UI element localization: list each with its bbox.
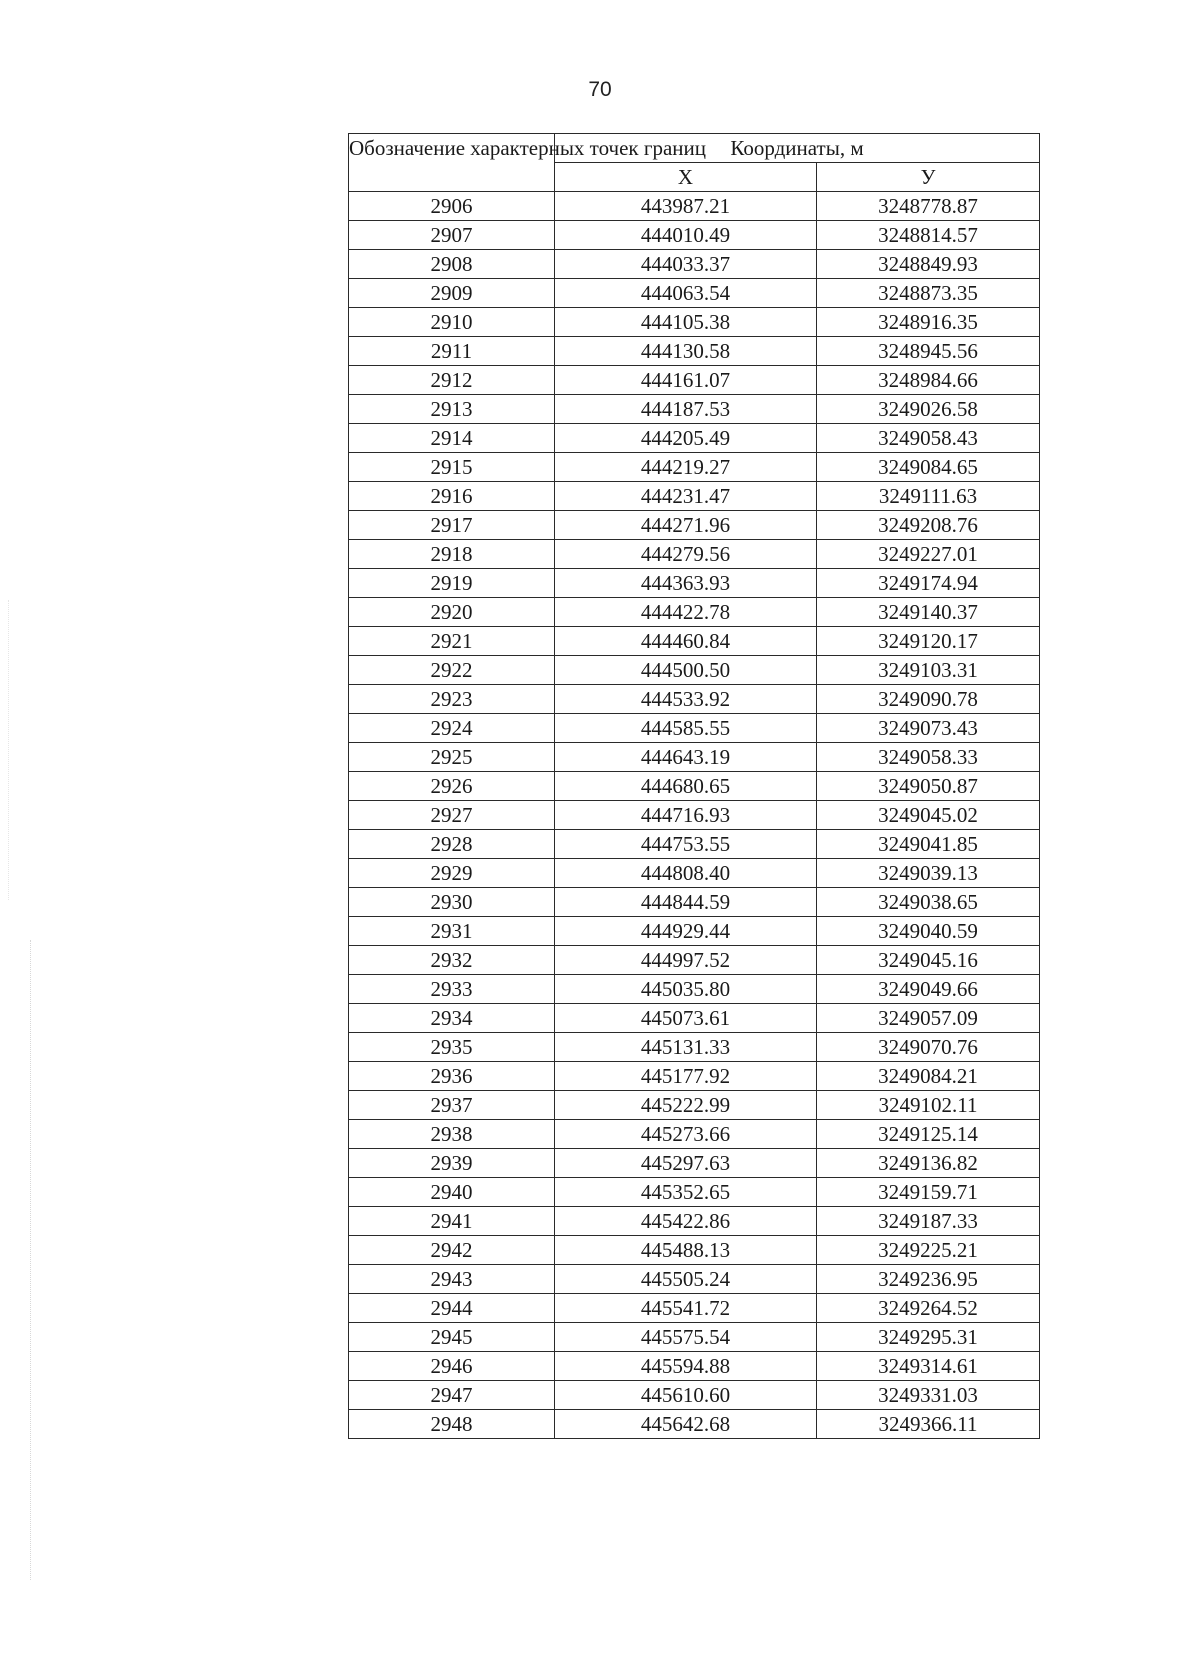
table-row bbox=[349, 917, 1040, 946]
table-row bbox=[349, 627, 1040, 656]
cell-point: 2940 bbox=[349, 1178, 555, 1207]
table-row bbox=[349, 221, 1040, 250]
table-row bbox=[349, 569, 1040, 598]
table-row bbox=[349, 540, 1040, 569]
cell-y: 3249187.33 bbox=[817, 1207, 1040, 1236]
cell-point: 2947 bbox=[349, 1381, 555, 1410]
cell-y: 3249125.14 bbox=[817, 1120, 1040, 1149]
cell-point: 2934 bbox=[349, 1004, 555, 1033]
cell-point: 2943 bbox=[349, 1265, 555, 1294]
table-row bbox=[349, 1294, 1040, 1323]
cell-point: 2928 bbox=[349, 830, 555, 859]
cell-x: 444997.52 bbox=[555, 946, 817, 975]
cell-x: 444187.53 bbox=[555, 395, 817, 424]
cell-point: 2930 bbox=[349, 888, 555, 917]
cell-y: 3249236.95 bbox=[817, 1265, 1040, 1294]
page-number: 70 bbox=[588, 78, 612, 101]
table-row bbox=[349, 714, 1040, 743]
table-row bbox=[349, 975, 1040, 1004]
table-row bbox=[349, 888, 1040, 917]
coordinates-table bbox=[348, 133, 1040, 1439]
cell-point: 2911 bbox=[349, 337, 555, 366]
cell-x: 444422.78 bbox=[555, 598, 817, 627]
table-row bbox=[349, 1091, 1040, 1120]
table-row bbox=[349, 801, 1040, 830]
cell-point: 2935 bbox=[349, 1033, 555, 1062]
cell-point: 2929 bbox=[349, 859, 555, 888]
cell-x: 445505.24 bbox=[555, 1265, 817, 1294]
cell-point: 2926 bbox=[349, 772, 555, 801]
cell-x: 445222.99 bbox=[555, 1091, 817, 1120]
cell-x: 444533.92 bbox=[555, 685, 817, 714]
cell-x: 444105.38 bbox=[555, 308, 817, 337]
cell-y: 3249073.43 bbox=[817, 714, 1040, 743]
table-row bbox=[349, 1120, 1040, 1149]
cell-y: 3248916.35 bbox=[817, 308, 1040, 337]
cell-y: 3249090.78 bbox=[817, 685, 1040, 714]
table-header bbox=[349, 134, 1040, 192]
cell-y: 3249057.09 bbox=[817, 1004, 1040, 1033]
cell-point: 2920 bbox=[349, 598, 555, 627]
cell-x: 444753.55 bbox=[555, 830, 817, 859]
table-row bbox=[349, 337, 1040, 366]
cell-point: 2922 bbox=[349, 656, 555, 685]
table-row bbox=[349, 946, 1040, 975]
cell-y: 3249045.02 bbox=[817, 801, 1040, 830]
cell-x: 444205.49 bbox=[555, 424, 817, 453]
cell-y: 3248945.56 bbox=[817, 337, 1040, 366]
cell-point: 2910 bbox=[349, 308, 555, 337]
cell-x: 445297.63 bbox=[555, 1149, 817, 1178]
table-row bbox=[349, 424, 1040, 453]
cell-y: 3249227.01 bbox=[817, 540, 1040, 569]
header-coordinates: Координаты, м bbox=[555, 134, 1040, 163]
cell-point: 2912 bbox=[349, 366, 555, 395]
cell-y: 3249295.31 bbox=[817, 1323, 1040, 1352]
table-row bbox=[349, 1149, 1040, 1178]
cell-y: 3249039.13 bbox=[817, 859, 1040, 888]
cell-point: 2948 bbox=[349, 1410, 555, 1439]
table-row bbox=[349, 395, 1040, 424]
cell-y: 3249045.16 bbox=[817, 946, 1040, 975]
cell-x: 444279.56 bbox=[555, 540, 817, 569]
cell-point: 2906 bbox=[349, 192, 555, 221]
cell-x: 445610.60 bbox=[555, 1381, 817, 1410]
cell-point: 2918 bbox=[349, 540, 555, 569]
cell-point: 2914 bbox=[349, 424, 555, 453]
table-row bbox=[349, 250, 1040, 279]
table-row bbox=[349, 453, 1040, 482]
cell-x: 445488.13 bbox=[555, 1236, 817, 1265]
cell-y: 3248849.93 bbox=[817, 250, 1040, 279]
cell-x: 445594.88 bbox=[555, 1352, 817, 1381]
cell-point: 2942 bbox=[349, 1236, 555, 1265]
cell-point: 2932 bbox=[349, 946, 555, 975]
cell-x: 445131.33 bbox=[555, 1033, 817, 1062]
cell-y: 3249102.11 bbox=[817, 1091, 1040, 1120]
cell-y: 3249058.43 bbox=[817, 424, 1040, 453]
cell-y: 3248984.66 bbox=[817, 366, 1040, 395]
cell-x: 444033.37 bbox=[555, 250, 817, 279]
cell-y: 3249111.63 bbox=[817, 482, 1040, 511]
header-y: У bbox=[817, 163, 1040, 192]
cell-y: 3249040.59 bbox=[817, 917, 1040, 946]
cell-point: 2939 bbox=[349, 1149, 555, 1178]
cell-y: 3249026.58 bbox=[817, 395, 1040, 424]
cell-point: 2908 bbox=[349, 250, 555, 279]
table-row bbox=[349, 192, 1040, 221]
cell-x: 444680.65 bbox=[555, 772, 817, 801]
table-row bbox=[349, 279, 1040, 308]
cell-y: 3249331.03 bbox=[817, 1381, 1040, 1410]
table-row bbox=[349, 743, 1040, 772]
table-row bbox=[349, 1062, 1040, 1091]
cell-x: 444716.93 bbox=[555, 801, 817, 830]
cell-x: 444585.55 bbox=[555, 714, 817, 743]
table-row bbox=[349, 830, 1040, 859]
header-x: X bbox=[555, 163, 817, 192]
cell-x: 444161.07 bbox=[555, 366, 817, 395]
cell-y: 3248778.87 bbox=[817, 192, 1040, 221]
cell-x: 444643.19 bbox=[555, 743, 817, 772]
cell-x: 444130.58 bbox=[555, 337, 817, 366]
cell-point: 2919 bbox=[349, 569, 555, 598]
table-row bbox=[349, 482, 1040, 511]
table-row bbox=[349, 772, 1040, 801]
cell-y: 3249084.21 bbox=[817, 1062, 1040, 1091]
cell-y: 3249038.65 bbox=[817, 888, 1040, 917]
cell-x: 444010.49 bbox=[555, 221, 817, 250]
cell-point: 2923 bbox=[349, 685, 555, 714]
cell-point: 2921 bbox=[349, 627, 555, 656]
cell-y: 3249041.85 bbox=[817, 830, 1040, 859]
cell-y: 3248814.57 bbox=[817, 221, 1040, 250]
table-row bbox=[349, 1352, 1040, 1381]
cell-x: 445422.86 bbox=[555, 1207, 817, 1236]
scan-artifact bbox=[8, 600, 10, 900]
cell-point: 2933 bbox=[349, 975, 555, 1004]
cell-point: 2917 bbox=[349, 511, 555, 540]
cell-x: 444844.59 bbox=[555, 888, 817, 917]
cell-y: 3249208.76 bbox=[817, 511, 1040, 540]
cell-point: 2909 bbox=[349, 279, 555, 308]
cell-y: 3249314.61 bbox=[817, 1352, 1040, 1381]
table-row bbox=[349, 656, 1040, 685]
cell-point: 2931 bbox=[349, 917, 555, 946]
cell-x: 444271.96 bbox=[555, 511, 817, 540]
table-row bbox=[349, 511, 1040, 540]
cell-point: 2938 bbox=[349, 1120, 555, 1149]
cell-x: 444219.27 bbox=[555, 453, 817, 482]
table-row bbox=[349, 1265, 1040, 1294]
cell-x: 445642.68 bbox=[555, 1410, 817, 1439]
cell-x: 445177.92 bbox=[555, 1062, 817, 1091]
cell-y: 3249058.33 bbox=[817, 743, 1040, 772]
cell-point: 2927 bbox=[349, 801, 555, 830]
cell-x: 445352.65 bbox=[555, 1178, 817, 1207]
cell-x: 444363.93 bbox=[555, 569, 817, 598]
cell-x: 445073.61 bbox=[555, 1004, 817, 1033]
cell-y: 3249070.76 bbox=[817, 1033, 1040, 1062]
cell-point: 2916 bbox=[349, 482, 555, 511]
cell-y: 3248873.35 bbox=[817, 279, 1040, 308]
header-point-designation: Обозначение характерных точек границ bbox=[349, 134, 555, 192]
cell-point: 2946 bbox=[349, 1352, 555, 1381]
cell-x: 445035.80 bbox=[555, 975, 817, 1004]
table-row bbox=[349, 685, 1040, 714]
cell-point: 2915 bbox=[349, 453, 555, 482]
cell-x: 443987.21 bbox=[555, 192, 817, 221]
cell-point: 2924 bbox=[349, 714, 555, 743]
cell-x: 444460.84 bbox=[555, 627, 817, 656]
cell-x: 445575.54 bbox=[555, 1323, 817, 1352]
cell-y: 3249366.11 bbox=[817, 1410, 1040, 1439]
cell-y: 3249103.31 bbox=[817, 656, 1040, 685]
cell-y: 3249049.66 bbox=[817, 975, 1040, 1004]
table-row bbox=[349, 1410, 1040, 1439]
cell-x: 445541.72 bbox=[555, 1294, 817, 1323]
cell-y: 3249140.37 bbox=[817, 598, 1040, 627]
table-row bbox=[349, 308, 1040, 337]
table-row bbox=[349, 859, 1040, 888]
table-row bbox=[349, 1323, 1040, 1352]
cell-point: 2907 bbox=[349, 221, 555, 250]
cell-y: 3249264.52 bbox=[817, 1294, 1040, 1323]
cell-x: 444929.44 bbox=[555, 917, 817, 946]
table-body bbox=[349, 192, 1040, 1439]
cell-x: 444808.40 bbox=[555, 859, 817, 888]
cell-y: 3249120.17 bbox=[817, 627, 1040, 656]
table-row bbox=[349, 1381, 1040, 1410]
cell-x: 444500.50 bbox=[555, 656, 817, 685]
table-row bbox=[349, 1207, 1040, 1236]
table-row bbox=[349, 1033, 1040, 1062]
cell-y: 3249159.71 bbox=[817, 1178, 1040, 1207]
cell-y: 3249174.94 bbox=[817, 569, 1040, 598]
cell-point: 2925 bbox=[349, 743, 555, 772]
cell-point: 2945 bbox=[349, 1323, 555, 1352]
table-row bbox=[349, 1236, 1040, 1265]
cell-point: 2941 bbox=[349, 1207, 555, 1236]
cell-x: 444063.54 bbox=[555, 279, 817, 308]
table-row bbox=[349, 1004, 1040, 1033]
cell-y: 3249050.87 bbox=[817, 772, 1040, 801]
table-row bbox=[349, 1178, 1040, 1207]
cell-point: 2937 bbox=[349, 1091, 555, 1120]
cell-point: 2936 bbox=[349, 1062, 555, 1091]
cell-y: 3249136.82 bbox=[817, 1149, 1040, 1178]
cell-point: 2913 bbox=[349, 395, 555, 424]
cell-point: 2944 bbox=[349, 1294, 555, 1323]
cell-x: 444231.47 bbox=[555, 482, 817, 511]
table-row bbox=[349, 598, 1040, 627]
cell-y: 3249225.21 bbox=[817, 1236, 1040, 1265]
cell-y: 3249084.65 bbox=[817, 453, 1040, 482]
scan-artifact bbox=[30, 940, 32, 1580]
cell-x: 445273.66 bbox=[555, 1120, 817, 1149]
table-row bbox=[349, 366, 1040, 395]
